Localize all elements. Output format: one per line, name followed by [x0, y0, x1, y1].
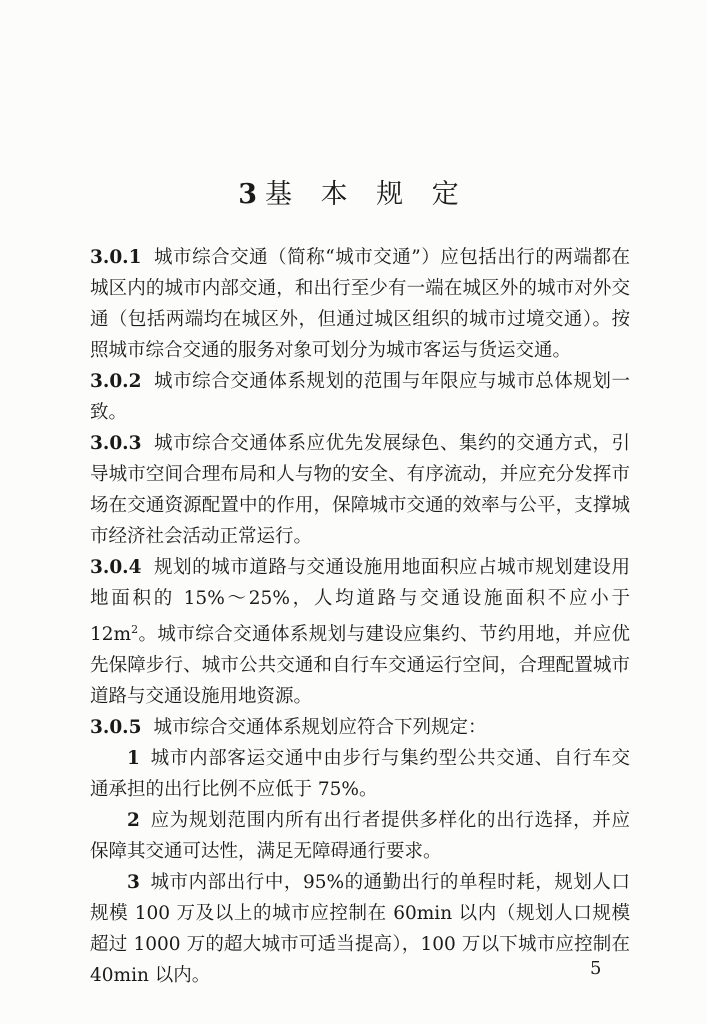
clause-text-part-a: 规划的城市道路与交通设施用地面积应占城市规划建设用地面积的 15%～25%，人均道路与交通设施面积不应小于 12m: [90, 557, 630, 646]
superscript-2: 2: [131, 623, 139, 636]
clause-number: 3.0.3: [90, 433, 142, 454]
clause-text: 城市综合交通（简称“城市交通”）应包括出行的两端都在城区内的城市内部交通，和出行至少有一端在城区外的城市对外交通（包括两端均在城区外，但通过城区组织的城市过境交通）。按照城市综合交通的服务对象可划分为城市客运与货运交通。: [90, 247, 630, 361]
list-item-2: [90, 805, 630, 867]
chapter-title-text: 基 本 规 定: [265, 179, 469, 210]
item-number: 3: [127, 872, 140, 894]
list-item-3: [90, 867, 630, 991]
clause-number: 3.0.1: [90, 247, 142, 268]
list-item-1: [90, 743, 630, 805]
clause-text: 城市综合交通体系规划应符合下列规定：: [153, 717, 487, 739]
clause-text-part-b: 。城市综合交通体系规划与建设应集约、节约用地，并应优先保障步行、城市公共交通和自行车交通运行空间，合理配置城市道路与交通设施用地资源。: [90, 624, 630, 708]
chapter-body: [90, 242, 630, 991]
item-text: 城市内部客运交通中由步行与集约型公共交通、自行车交通承担的出行比例不应低于 75%。: [90, 748, 630, 801]
chapter-title: [0, 172, 707, 211]
clause-3-0-2: [90, 366, 630, 428]
clause-number: 3.0.5: [90, 717, 142, 739]
clause-3-0-3: [90, 428, 630, 552]
clause-3-0-5: [90, 712, 630, 743]
clause-text: 城市综合交通体系应优先发展绿色、集约的交通方式，引导城市空间合理布局和人与物的安全、有序流动，并应充分发挥市场在交通资源配置中的作用，保障城市交通的效率与公平，支撑城市经济社会活动正常运行。: [90, 433, 630, 547]
clause-3-0-4: [90, 552, 630, 712]
item-text: 城市内部出行中，95%的通勤出行的单程时耗，规划人口规模 100 万及以上的城市应控制在 60min 以内（规划人口规模超过 1000 万的超大城市可适当提高），100 万以下城市应控制在 40min 以内。: [90, 872, 630, 987]
item-number: 2: [127, 810, 140, 832]
chapter-number: 3: [238, 179, 258, 210]
item-text: 应为规划范围内所有出行者提供多样化的出行选择，并应保障其交通可达性，满足无障碍通行要求。: [90, 810, 630, 863]
clause-number: 3.0.4: [90, 557, 142, 578]
clause-number: 3.0.2: [90, 371, 142, 392]
clause-text: 城市综合交通体系规划的范围与年限应与城市总体规划一致。: [90, 371, 630, 423]
page-number: 5: [590, 958, 602, 979]
clause-3-0-1: [90, 242, 630, 366]
item-number: 1: [127, 748, 140, 770]
